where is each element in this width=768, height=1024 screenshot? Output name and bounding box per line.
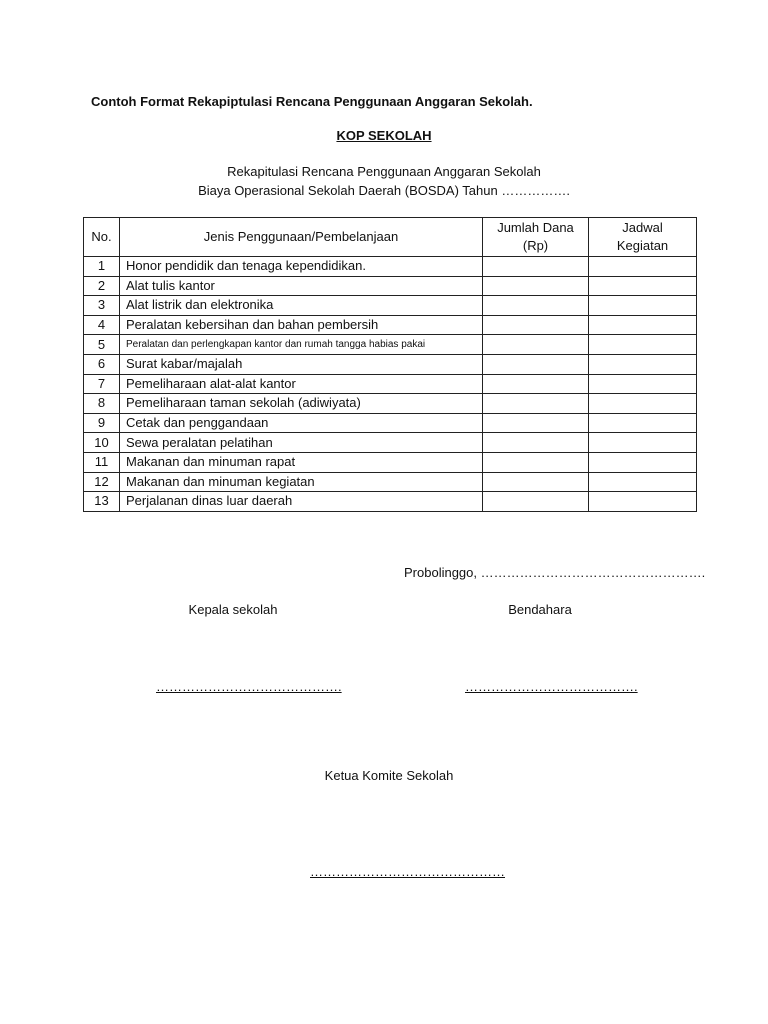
row-number: 2 xyxy=(84,276,120,296)
place-date: Probolinggo, ……………………………………………. xyxy=(404,565,706,580)
kop-sekolah-text: KOP SEKOLAH xyxy=(336,128,432,143)
row-jadwal xyxy=(589,472,697,492)
table-row xyxy=(84,433,697,453)
row-jumlah xyxy=(483,315,589,335)
row-number: 6 xyxy=(84,354,120,374)
row-jadwal xyxy=(589,335,697,355)
row-jadwal xyxy=(589,433,697,453)
row-jumlah xyxy=(483,413,589,433)
row-jadwal xyxy=(589,315,697,335)
row-jenis: Perjalanan dinas luar daerah xyxy=(120,492,483,512)
row-number: 9 xyxy=(84,413,120,433)
row-jumlah xyxy=(483,335,589,355)
row-jumlah xyxy=(483,257,589,277)
row-jadwal xyxy=(589,257,697,277)
table-row xyxy=(84,452,697,472)
table-row xyxy=(84,394,697,414)
row-number: 10 xyxy=(84,433,120,453)
row-jadwal xyxy=(589,492,697,512)
table-header-row xyxy=(84,218,697,257)
row-jumlah xyxy=(483,492,589,512)
header-jadwal: Jadwal Kegiatan xyxy=(589,218,697,257)
row-jenis: Cetak dan penggandaan xyxy=(120,413,483,433)
row-number: 5 xyxy=(84,335,120,355)
document-subtitle-line2: Biaya Operasional Sekolah Daerah (BOSDA) Tahun ……………. xyxy=(198,183,570,198)
row-jadwal xyxy=(589,296,697,316)
row-jumlah xyxy=(483,276,589,296)
row-jadwal xyxy=(589,374,697,394)
table-row xyxy=(84,472,697,492)
row-jenis: Alat listrik dan elektronika xyxy=(120,296,483,316)
row-number: 8 xyxy=(84,394,120,414)
kop-sekolah-title xyxy=(0,128,768,143)
document-heading: Contoh Format Rekapiptulasi Rencana Penggunaan Anggaran Sekolah. xyxy=(91,94,533,109)
row-jadwal xyxy=(589,276,697,296)
row-jumlah xyxy=(483,374,589,394)
row-jenis: Makanan dan minuman rapat xyxy=(120,452,483,472)
row-jenis: Alat tulis kantor xyxy=(120,276,483,296)
row-jenis: Pemeliharaan taman sekolah (adiwiyata) xyxy=(120,394,483,414)
table-row xyxy=(84,354,697,374)
table-row xyxy=(84,413,697,433)
budget-table xyxy=(83,217,697,512)
komite-label: Ketua Komite Sekolah xyxy=(324,768,454,783)
row-jumlah xyxy=(483,296,589,316)
row-jenis: Sewa peralatan pelatihan xyxy=(120,433,483,453)
row-jumlah xyxy=(483,394,589,414)
komite-signature-line: ……………………………………… xyxy=(310,864,505,879)
row-number: 7 xyxy=(84,374,120,394)
table-row xyxy=(84,276,697,296)
row-jumlah xyxy=(483,354,589,374)
row-jenis: Surat kabar/majalah xyxy=(120,354,483,374)
row-jumlah xyxy=(483,472,589,492)
row-number: 4 xyxy=(84,315,120,335)
row-jadwal xyxy=(589,413,697,433)
header-no: No. xyxy=(84,218,120,257)
row-jumlah xyxy=(483,452,589,472)
header-jenis: Jenis Penggunaan/Pembelanjaan xyxy=(120,218,483,257)
row-number: 3 xyxy=(84,296,120,316)
row-jenis: Peralatan kebersihan dan bahan pembersih xyxy=(120,315,483,335)
bendahara-label: Bendahara xyxy=(508,602,572,617)
row-jenis: Pemeliharaan alat-alat kantor xyxy=(120,374,483,394)
document-subtitle-line1: Rekapitulasi Rencana Penggunaan Anggaran Sekolah xyxy=(227,164,541,179)
row-number: 11 xyxy=(84,452,120,472)
table-row xyxy=(84,296,697,316)
row-jumlah xyxy=(483,433,589,453)
bendahara-signature-line: …………………………………. xyxy=(465,679,638,694)
kepala-sekolah-label: Kepala sekolah xyxy=(188,602,278,617)
row-jenis: Makanan dan minuman kegiatan xyxy=(120,472,483,492)
table-row xyxy=(84,257,697,277)
table-row xyxy=(84,374,697,394)
table-row xyxy=(84,335,697,355)
row-number: 13 xyxy=(84,492,120,512)
header-jumlah: Jumlah Dana (Rp) xyxy=(483,218,589,257)
table-row xyxy=(84,315,697,335)
row-jenis: Honor pendidik dan tenaga kependidikan. xyxy=(120,257,483,277)
row-number: 1 xyxy=(84,257,120,277)
row-jadwal xyxy=(589,394,697,414)
row-number: 12 xyxy=(84,472,120,492)
table-row xyxy=(84,492,697,512)
row-jadwal xyxy=(589,354,697,374)
row-jadwal xyxy=(589,452,697,472)
kepala-signature-line: ……………………………………. xyxy=(156,679,342,694)
row-jenis: Peralatan dan perlengkapan kantor dan rumah tangga habias pakai xyxy=(120,335,483,355)
